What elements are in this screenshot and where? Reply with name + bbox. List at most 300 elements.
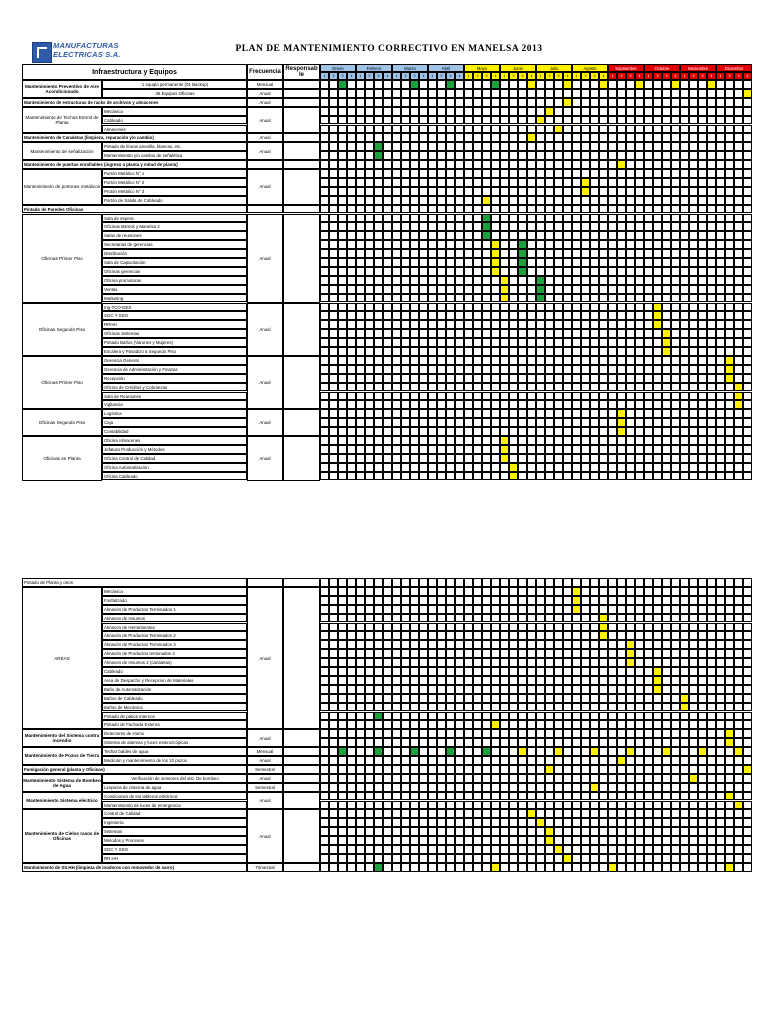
schedule-cell [374,338,383,347]
schedule-cell [536,151,545,160]
schedule-cell [410,765,419,774]
sub-item-cell: Protón Metálico N° 3 [102,187,247,196]
schedule-cell [500,231,509,240]
schedule-cell [401,605,410,614]
schedule-cell [518,338,527,347]
schedule-cell [365,756,374,765]
schedule-cell [608,329,617,338]
schedule-cell [653,649,662,658]
schedule-cell [419,854,428,863]
schedule-cell [725,729,734,738]
schedule-cell [464,614,473,623]
schedule-cell [338,133,347,142]
schedule-cell [563,116,572,125]
schedule-cell [338,649,347,658]
schedule-cell [590,240,599,249]
schedule-cell [464,703,473,712]
schedule-cell [725,338,734,347]
schedule-cell [329,374,338,383]
category-cell: Mantenimiento Sistema eléctrico [22,792,102,810]
schedule-cell [725,720,734,729]
schedule-cell [410,276,419,285]
schedule-cell [383,320,392,329]
schedule-cell [644,205,653,214]
schedule-cell [347,783,356,792]
week-header: 2 [365,72,374,80]
schedule-cell [329,107,338,116]
schedule-cell [608,658,617,667]
schedule-cell [320,640,329,649]
schedule-cell [392,160,401,169]
schedule-cell [437,178,446,187]
schedule-cell [545,89,554,98]
schedule-cell [680,783,689,792]
schedule-cell [626,827,635,836]
schedule-cell [725,694,734,703]
schedule-cell [662,107,671,116]
schedule-cell [743,703,752,712]
schedule-cell [689,133,698,142]
schedule-cell [419,427,428,436]
schedule-cell [320,89,329,98]
schedule-cell [428,720,437,729]
schedule-cell [464,818,473,827]
schedule-cell [689,347,698,356]
schedule-cell [383,80,392,89]
schedule-cell [590,712,599,721]
responsible-cell [283,792,320,810]
schedule-cell [446,151,455,160]
schedule-cell [662,294,671,303]
schedule-cell [320,738,329,747]
schedule-cell [572,374,581,383]
schedule-cell [572,98,581,107]
schedule-cell [671,454,680,463]
schedule-cell [635,392,644,401]
schedule-cell [365,329,374,338]
schedule-cell [464,676,473,685]
schedule-cell [383,258,392,267]
schedule-cell [338,809,347,818]
schedule-cell [617,285,626,294]
schedule-cell [446,205,455,214]
schedule-cell [572,125,581,134]
schedule-cell [329,160,338,169]
schedule-cell [608,383,617,392]
schedule-cell [392,222,401,231]
schedule-cell [383,240,392,249]
schedule-cell [680,383,689,392]
schedule-cell [626,649,635,658]
schedule-cell [599,818,608,827]
schedule-cell [653,738,662,747]
schedule-cell [374,347,383,356]
schedule-cell [581,774,590,783]
schedule-cell [419,658,428,667]
group-label: Fumigación general (planta y Oficinas) [22,765,247,774]
schedule-cell [500,294,509,303]
schedule-cell [680,587,689,596]
schedule-cell [383,107,392,116]
schedule-cell [554,338,563,347]
schedule-cell [572,276,581,285]
schedule-cell [707,631,716,640]
schedule-cell [689,356,698,365]
schedule-cell [419,792,428,801]
schedule-cell [707,80,716,89]
schedule-cell [617,703,626,712]
week-header: 3 [590,72,599,80]
schedule-cell [464,418,473,427]
month-header: Diciembre [716,64,752,72]
schedule-cell [329,98,338,107]
schedule-cell [437,231,446,240]
schedule-cell [464,845,473,854]
schedule-cell [554,747,563,756]
schedule-cell [455,605,464,614]
schedule-cell [545,685,554,694]
month-header: Agosto [572,64,608,72]
sub-item-cell: Oficina Cableado [102,472,247,481]
schedule-cell [410,125,419,134]
schedule-cell [734,845,743,854]
schedule-cell [491,169,500,178]
schedule-cell [329,694,338,703]
schedule-cell [365,765,374,774]
schedule-cell [473,640,482,649]
schedule-cell [482,178,491,187]
schedule-cell [338,863,347,872]
schedule-cell [428,320,437,329]
schedule-cell [608,89,617,98]
schedule-cell [743,303,752,312]
schedule-cell [518,738,527,747]
schedule-cell [572,631,581,640]
schedule-cell [365,640,374,649]
schedule-cell [563,338,572,347]
schedule-cell [329,383,338,392]
schedule-cell [563,98,572,107]
schedule-cell [500,214,509,223]
frequency-cell: Anual [247,303,283,356]
schedule-cell [545,463,554,472]
schedule-cell [437,792,446,801]
schedule-cell [410,160,419,169]
schedule-cell [473,107,482,116]
schedule-cell [698,783,707,792]
schedule-cell [347,347,356,356]
schedule-cell [401,738,410,747]
schedule-cell [653,125,662,134]
schedule-cell [401,676,410,685]
schedule-cell [536,240,545,249]
schedule-cell [734,303,743,312]
schedule-cell [698,445,707,454]
schedule-cell [536,836,545,845]
schedule-cell [653,347,662,356]
schedule-cell [347,756,356,765]
schedule-cell [707,356,716,365]
schedule-cell [419,125,428,134]
schedule-cell [410,400,419,409]
week-header: 4 [455,72,464,80]
schedule-cell [572,729,581,738]
schedule-cell [338,107,347,116]
schedule-cell [365,267,374,276]
schedule-cell [410,792,419,801]
schedule-cell [374,374,383,383]
schedule-cell [590,142,599,151]
schedule-cell [545,774,554,783]
schedule-cell [662,400,671,409]
schedule-cell [698,658,707,667]
schedule-cell [473,178,482,187]
schedule-cell [545,445,554,454]
schedule-cell [626,89,635,98]
sub-item-cell: Pintado de Fachada Externa [102,720,247,729]
schedule-cell [374,80,383,89]
schedule-cell [716,258,725,267]
schedule-cell [599,614,608,623]
schedule-cell [617,801,626,810]
schedule-cell [545,116,554,125]
schedule-cell [356,196,365,205]
schedule-cell [428,276,437,285]
schedule-cell [599,365,608,374]
schedule-cell [392,863,401,872]
schedule-cell [356,187,365,196]
schedule-cell [347,133,356,142]
schedule-cell [734,400,743,409]
schedule-cell [572,756,581,765]
schedule-cell [518,311,527,320]
schedule-cell [446,640,455,649]
schedule-cell [392,320,401,329]
schedule-cell [527,196,536,205]
schedule-cell [653,240,662,249]
schedule-cell [491,472,500,481]
schedule-cell [644,285,653,294]
schedule-cell [707,187,716,196]
schedule-cell [428,685,437,694]
schedule-cell [482,169,491,178]
schedule-cell [599,320,608,329]
schedule-cell [572,738,581,747]
schedule-cell [716,436,725,445]
schedule-cell [734,107,743,116]
schedule-cell [545,160,554,169]
schedule-cell [329,578,338,587]
schedule-cell [464,427,473,436]
schedule-cell [527,169,536,178]
schedule-cell [329,827,338,836]
schedule-cell [383,863,392,872]
schedule-cell [653,365,662,374]
schedule-cell [689,311,698,320]
schedule-cell [437,827,446,836]
schedule-cell [437,845,446,854]
schedule-cell [365,347,374,356]
schedule-cell [644,463,653,472]
schedule-cell [689,80,698,89]
schedule-cell [590,178,599,187]
schedule-cell [635,694,644,703]
schedule-cell [338,178,347,187]
schedule-cell [428,712,437,721]
schedule-cell [581,427,590,436]
schedule-cell [464,729,473,738]
schedule-cell [689,427,698,436]
schedule-cell [518,640,527,649]
schedule-cell [464,89,473,98]
schedule-cell [671,365,680,374]
schedule-cell [716,205,725,214]
schedule-cell [383,640,392,649]
schedule-cell [518,703,527,712]
schedule-cell [689,623,698,632]
schedule-cell [653,187,662,196]
schedule-cell [626,231,635,240]
schedule-cell [410,427,419,436]
schedule-cell [662,623,671,632]
schedule-cell [509,116,518,125]
schedule-cell [491,463,500,472]
schedule-cell [401,418,410,427]
schedule-cell [671,294,680,303]
schedule-cell [491,160,500,169]
schedule-cell [500,845,509,854]
schedule-cell [680,125,689,134]
schedule-cell [473,818,482,827]
schedule-cell [617,89,626,98]
schedule-cell [554,578,563,587]
schedule-cell [581,276,590,285]
schedule-cell [473,142,482,151]
schedule-cell [473,329,482,338]
schedule-cell [635,89,644,98]
schedule-cell [671,436,680,445]
schedule-cell [392,329,401,338]
schedule-cell [680,249,689,258]
schedule-cell [410,392,419,401]
schedule-cell [545,623,554,632]
schedule-cell [401,774,410,783]
schedule-cell [707,303,716,312]
schedule-cell [734,729,743,738]
schedule-cell [509,783,518,792]
schedule-cell [743,694,752,703]
schedule-cell [419,587,428,596]
week-header: 4 [707,72,716,80]
schedule-cell [635,285,644,294]
schedule-cell [347,472,356,481]
schedule-cell [500,463,509,472]
schedule-cell [392,587,401,596]
schedule-cell [572,863,581,872]
schedule-cell [644,774,653,783]
schedule-cell [617,98,626,107]
schedule-cell [446,667,455,676]
schedule-cell [743,249,752,258]
schedule-cell [356,276,365,285]
schedule-cell [527,854,536,863]
schedule-cell [707,107,716,116]
schedule-cell [401,836,410,845]
schedule-cell [698,356,707,365]
schedule-cell [329,214,338,223]
schedule-cell [572,285,581,294]
schedule-cell [437,133,446,142]
schedule-cell [617,685,626,694]
schedule-cell [743,196,752,205]
schedule-cell [716,392,725,401]
schedule-cell [446,836,455,845]
schedule-cell [671,231,680,240]
schedule-cell [536,320,545,329]
schedule-cell [437,436,446,445]
schedule-cell [347,578,356,587]
schedule-cell [617,845,626,854]
schedule-cell [338,311,347,320]
schedule-cell [383,356,392,365]
schedule-cell [599,142,608,151]
schedule-cell [734,258,743,267]
schedule-cell [455,694,464,703]
sub-item-cell: SGC Y SSO [102,311,247,320]
schedule-cell [725,792,734,801]
schedule-cell [536,756,545,765]
schedule-cell [509,356,518,365]
schedule-cell [509,151,518,160]
schedule-cell [644,640,653,649]
schedule-cell [617,863,626,872]
schedule-cell [338,720,347,729]
schedule-cell [644,854,653,863]
schedule-cell [518,614,527,623]
schedule-cell [626,383,635,392]
schedule-cell [563,454,572,463]
schedule-cell [662,125,671,134]
schedule-cell [698,196,707,205]
schedule-cell [590,374,599,383]
schedule-cell [536,774,545,783]
frequency-cell: Anual [247,409,283,436]
schedule-cell [320,400,329,409]
schedule-cell [590,222,599,231]
schedule-cell [716,863,725,872]
schedule-cell [689,614,698,623]
schedule-cell [518,472,527,481]
schedule-cell [455,80,464,89]
schedule-cell [437,116,446,125]
schedule-cell [734,578,743,587]
schedule-cell [365,667,374,676]
schedule-cell [662,792,671,801]
schedule-cell [644,374,653,383]
schedule-cell [500,409,509,418]
schedule-cell [581,400,590,409]
schedule-cell [482,463,491,472]
schedule-cell [518,392,527,401]
schedule-cell [734,463,743,472]
schedule-cell [509,125,518,134]
schedule-cell [743,98,752,107]
schedule-cell [635,703,644,712]
schedule-cell [338,338,347,347]
schedule-cell [383,578,392,587]
schedule-cell [680,720,689,729]
schedule-cell [617,756,626,765]
